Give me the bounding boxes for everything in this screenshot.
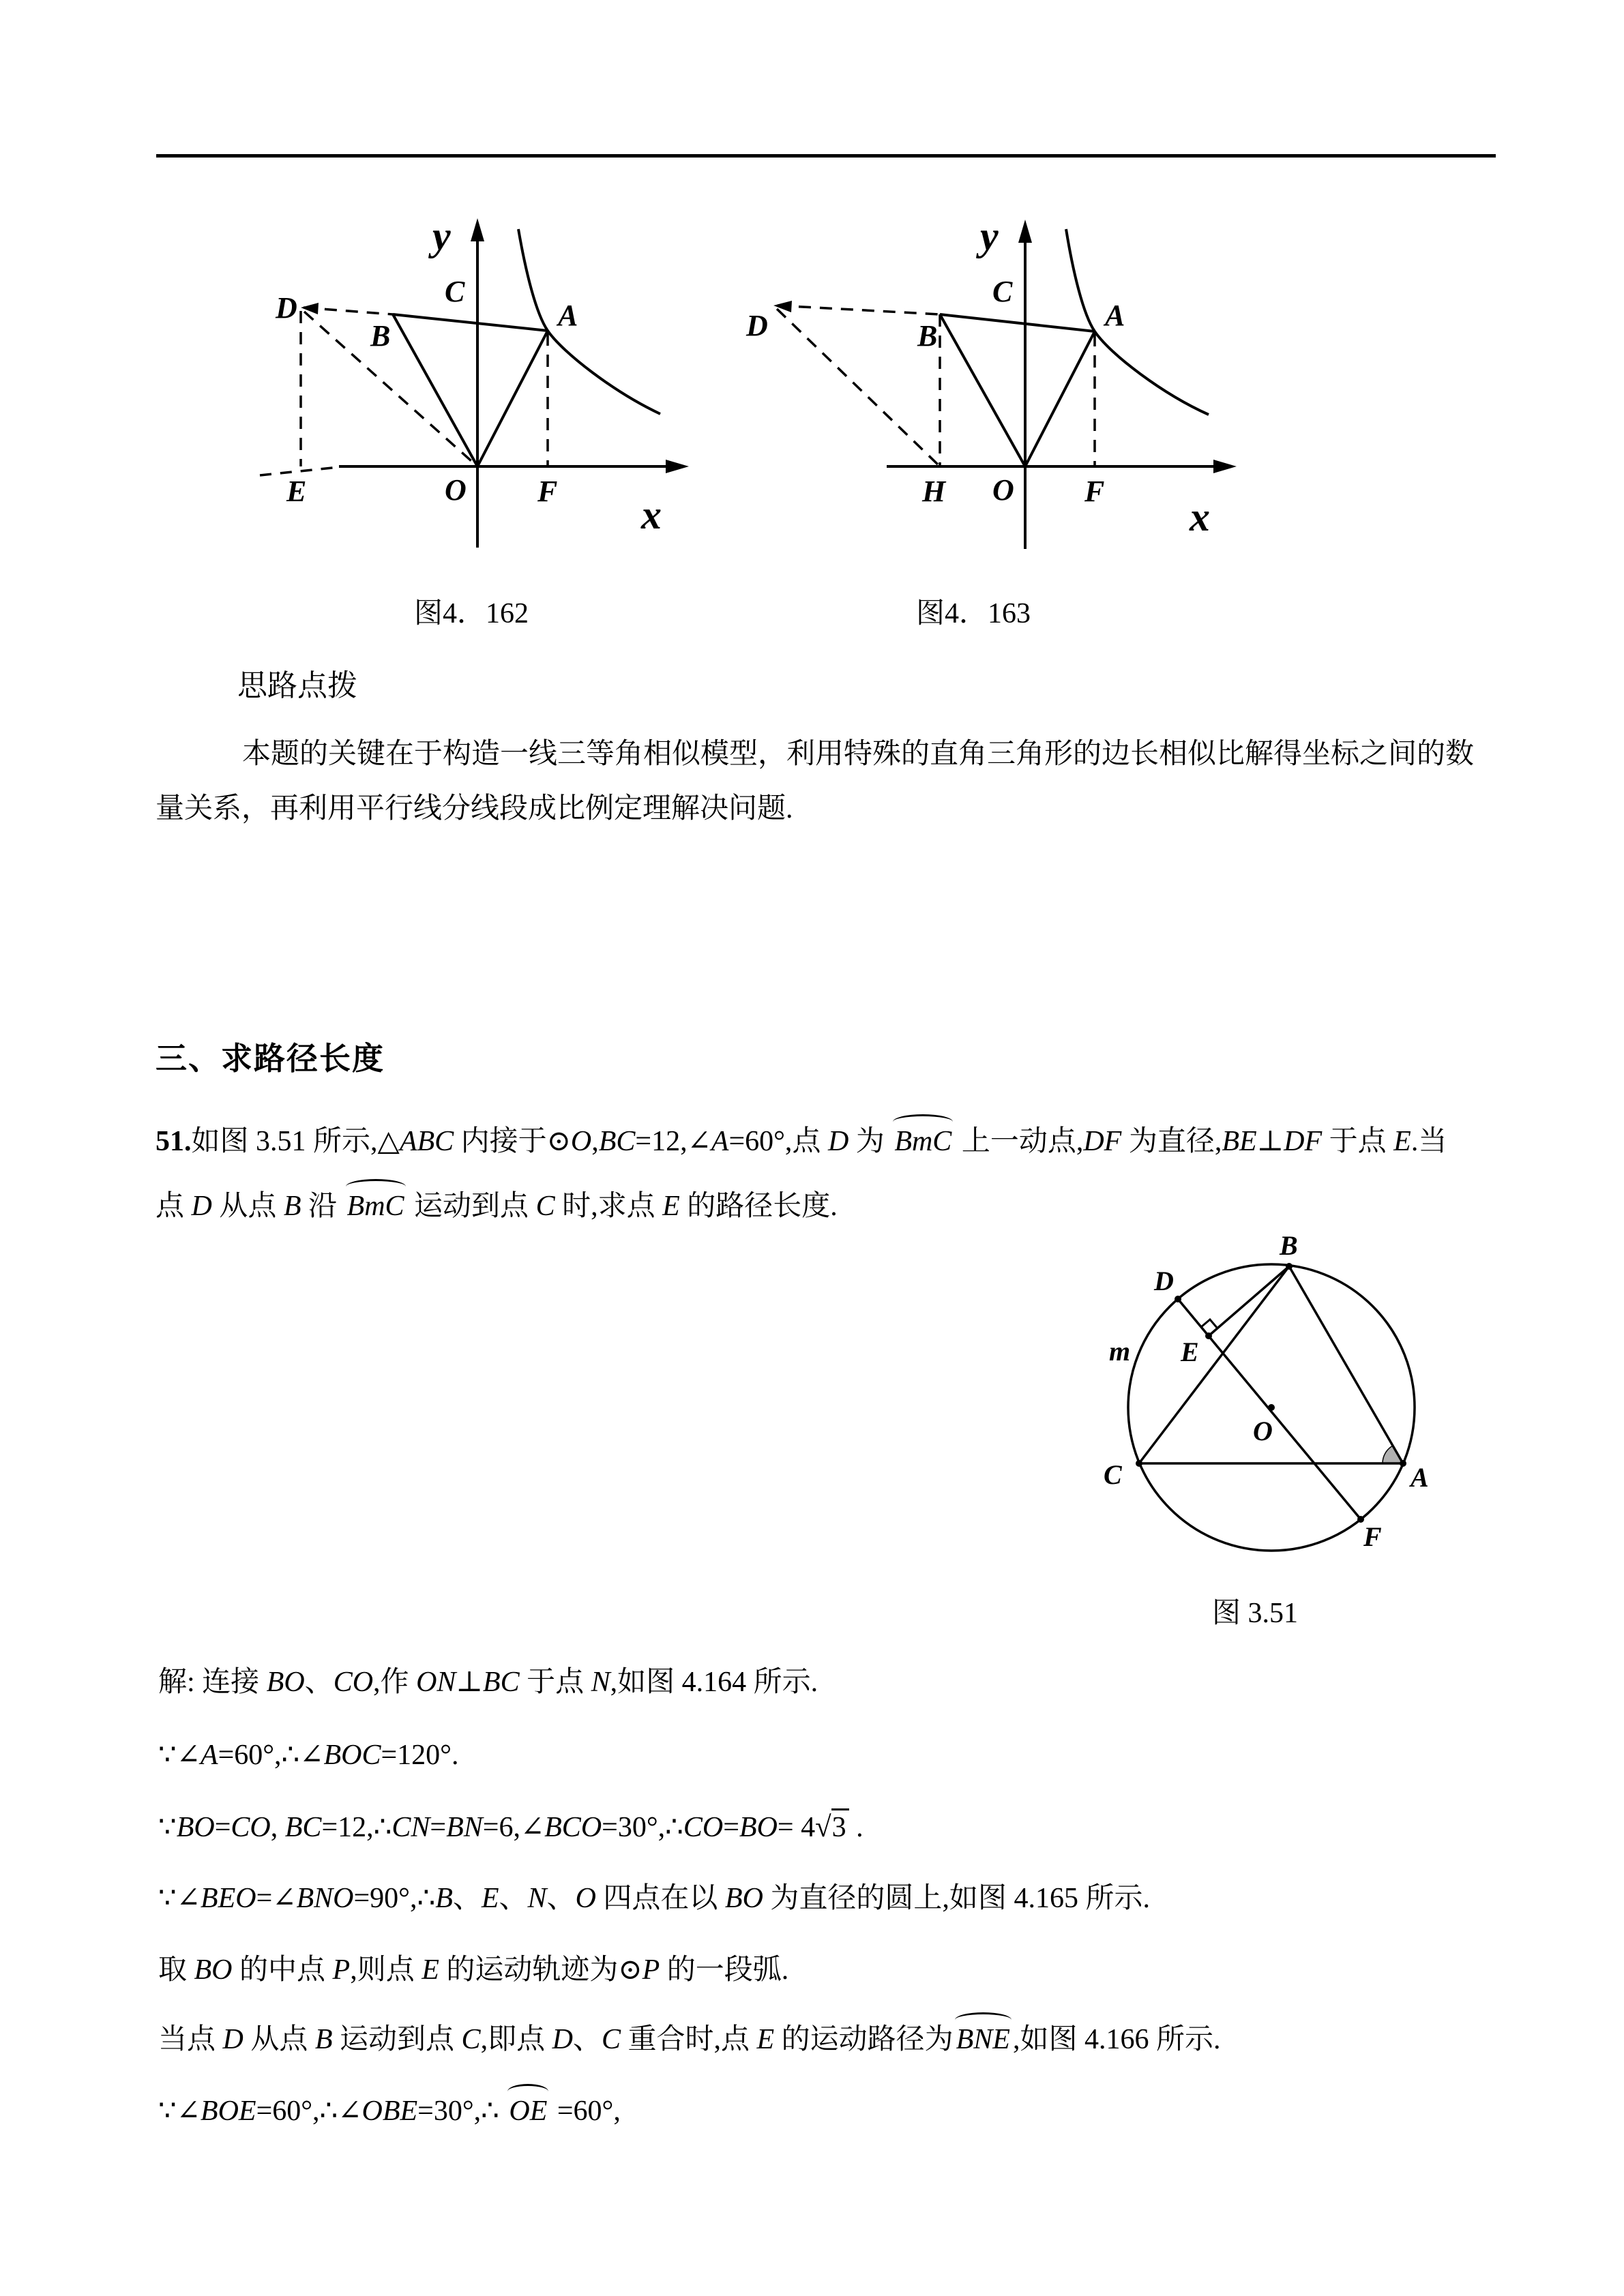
tips-heading: 思路点拨 [237, 669, 357, 702]
point-label-O: O [992, 473, 1014, 507]
point-label-A: A [558, 299, 578, 332]
axis-label-x: x [1190, 494, 1210, 539]
point-label-B: B [370, 319, 391, 353]
point-label-D: D [276, 291, 297, 325]
segment-BE [1209, 1266, 1289, 1336]
solution-line-6: 当点 D 从点 B 运动到点 C,即点 D、C 重合时,点 E 的运动路径为BNE,如图 4.166 所示. [158, 2022, 1221, 2058]
caption-figure-4-163: 图4．163 [916, 598, 1031, 629]
figure-4-163 [716, 191, 1262, 573]
dashed-BD [778, 305, 940, 314]
point-dot-B [1286, 1263, 1293, 1270]
figure-4-162 [259, 191, 709, 573]
y-axis-arrow-icon [1018, 220, 1032, 243]
problem-51-line-2: 点 D 从点 B 沿 BmC 运动到点 C 时,求点 E 的路径长度. [156, 1189, 838, 1225]
axis-label-x: x [641, 492, 662, 537]
tips-paragraph-line-2: 量关系，再利用平行线分线段成比例定理解决问题. [156, 793, 793, 824]
tips-paragraph-line-1: 本题的关键在于构造一线三等角相似模型，利用特殊的直角三角形的边长相似比解得坐标之间的数 [242, 739, 1475, 770]
hyperbola-curve [1066, 229, 1209, 415]
segment-BA [940, 314, 1095, 331]
point-dot-C [1136, 1460, 1142, 1467]
top-rule [156, 154, 1496, 158]
section-heading: 三、求路径长度 [156, 1041, 385, 1076]
point-dot-A [1400, 1460, 1406, 1467]
arrowhead-D-icon [301, 303, 319, 314]
axis-label-y: y [980, 213, 999, 258]
caption-figure-3-51: 图 3.51 [1212, 1598, 1299, 1629]
segment-BO [393, 314, 477, 466]
point-dot-D [1175, 1296, 1181, 1302]
point-label-O: O [1253, 1416, 1273, 1446]
dashed-DO [304, 312, 477, 466]
point-dot-O [1268, 1404, 1275, 1411]
solution-line-2: ∵∠A=60°,∴∠BOC=120°. [158, 1740, 459, 1771]
x-axis-arrow-icon [666, 460, 689, 473]
solution-line-5: 取 BO 的中点 P,则点 E 的运动轨迹为⊙P 的一段弧. [158, 1954, 789, 1986]
chord-BA [1289, 1266, 1403, 1463]
dashed-DH [777, 309, 940, 466]
point-dot-E [1205, 1332, 1212, 1339]
point-label-D: D [1154, 1266, 1174, 1296]
x-axis-arrow-icon [1213, 460, 1237, 473]
point-label-D: D [746, 309, 768, 342]
segment-AO [477, 331, 548, 466]
axis-label-y: y [432, 213, 451, 258]
hyperbola-curve [518, 229, 660, 414]
point-label-m: m [1109, 1336, 1131, 1367]
y-axis-arrow-icon [471, 218, 484, 241]
caption-figure-4-162: 图4．162 [414, 598, 529, 629]
point-label-E: E [286, 475, 307, 508]
point-label-B: B [917, 319, 938, 353]
point-label-C: C [992, 275, 1013, 308]
point-label-O: O [445, 473, 467, 507]
figure-3-51 [1091, 1227, 1453, 1555]
arrowhead-D-icon [773, 301, 792, 312]
problem-51-line-1: 51.如图 3.51 所示,△ABC 内接于⊙O,BC=12,∠A=60°,点 D 为 BmC 上一动点,DF 为直径,BE⊥DF 于点 E.当 [156, 1124, 1447, 1160]
segment-BA [393, 314, 548, 331]
solution-line-4: ∵∠BEO=∠BNO=90°,∴B、E、N、O 四点在以 BO 为直径的圆上,如图 4.165 所示. [158, 1883, 1150, 1914]
solution-line-1: 解: 连接 BO、CO,作 ON⊥BC 于点 N,如图 4.164 所示. [158, 1667, 818, 1698]
point-label-A: A [1105, 299, 1125, 332]
point-label-F: F [537, 475, 558, 508]
right-angle-mark [1201, 1320, 1217, 1328]
point-label-E: E [1181, 1337, 1199, 1367]
point-label-H: H [922, 475, 946, 508]
point-label-A: A [1411, 1462, 1429, 1493]
point-label-C: C [445, 275, 465, 308]
point-label-F: F [1084, 475, 1105, 508]
segment-OA [1025, 331, 1095, 466]
point-label-B: B [1280, 1230, 1298, 1261]
angle-shade-at-A [1383, 1446, 1403, 1463]
point-label-C: C [1104, 1459, 1122, 1490]
solution-line-7: ∵∠BOE=60°,∴∠OBE=30°,∴ OE =60°, [158, 2093, 621, 2130]
segment-BO [940, 314, 1025, 466]
solution-line-3: ∵BO=CO, BC=12,∴CN=BN=6,∠BCO=30°,∴CO=BO= 4√3 . [158, 1809, 863, 1846]
point-label-F: F [1363, 1521, 1382, 1552]
